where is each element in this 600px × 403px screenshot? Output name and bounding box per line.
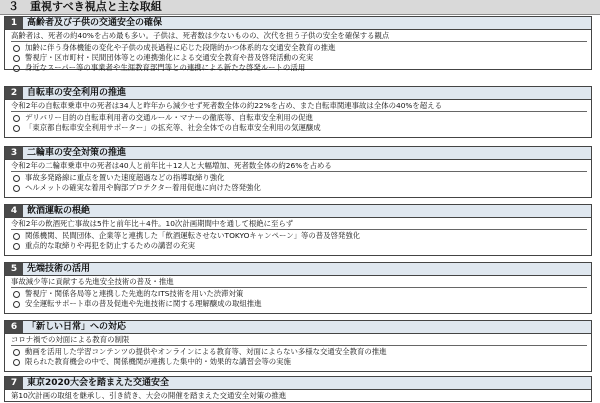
bullet-item: 加齢に伴う身体機能の変化や子供の成長過程に応じた段階的かつ体系的な交通安全教育の推進 [11, 43, 587, 53]
bullet-item: 関係機関、民間団体、企業等と連携した「飲酒運転させないTOKYOキャンペーン」等の普及啓発強化 [11, 231, 587, 241]
section-body [5, 30, 591, 74]
section-body [5, 100, 591, 134]
section-2 [4, 86, 592, 138]
section-4 [4, 204, 592, 256]
bullet-item: デリバリー目的の自転車利用者の交通ルール・マナーの徹底等、自転車安全利用の促進 [11, 113, 587, 123]
section-number: 6 [5, 321, 23, 333]
section-header [5, 17, 591, 30]
section-1 [4, 16, 592, 70]
section-header [5, 205, 591, 218]
bullet-item: 動画を活用した学習コンテンツの提供やオンラインによる教育等、対面によらない多様な交通安全教育の推進 [11, 347, 587, 357]
header-bar [0, 0, 600, 15]
section-7 [4, 376, 592, 402]
section-number: 3 [5, 147, 23, 159]
section-title: 先端技術の活用 [27, 264, 91, 274]
bullet-item: 安全運転サポート車の普及促進や先進技術に関する理解醸成の取組推進 [11, 299, 587, 309]
section-5 [4, 262, 592, 314]
bullet-item: 限られた教育機会の中で、関係機関が連携した集中的・効果的な講習会等の実施 [11, 357, 587, 367]
section-header [5, 147, 591, 160]
bullet-item: 警視庁・関係各局等と連携した先進的なITS技術を用いた渋滞対策 [11, 289, 587, 299]
section-body [5, 334, 591, 368]
section-6 [4, 320, 592, 372]
section-title: 「新しい日常」への対応 [27, 322, 127, 332]
section-lead: 令和2年の自転車乗車中の死者は34人と昨年から減少せず死者数全体の約22%を占め、また自転車関連事故は全体の40%を超える [11, 101, 587, 112]
bullet-item: ヘルメットの確実な着用や胸部プロテクター着用促進に向けた啓発強化 [11, 183, 587, 193]
bullet-item: 事故多発路線に重点を置いた速度超過などの指導取締り強化 [11, 173, 587, 183]
section-header [5, 321, 591, 334]
section-number: 5 [5, 263, 23, 275]
section-lead: 事故減少等に貢献する先進安全技術の普及・推進 [11, 277, 587, 288]
section-number: 4 [5, 205, 23, 217]
section-title: 高齢者及び子供の交通安全の確保 [27, 18, 163, 28]
section-lead: 高齢者は、死者の約40%を占め最も多い。子供は、死者数は少ないものの、次代を担う子供の安全を確保する観点 [11, 31, 587, 42]
section-title: 飲酒運転の根絶 [27, 206, 91, 216]
section-header [5, 263, 591, 276]
section-body [5, 390, 591, 403]
section-lead: 第10次計画の取組を継承し、引き続き、大会の開催を踏まえた交通安全対策の推進 [11, 391, 287, 400]
section-lead: 令和2年の二輪車乗車中の死者は40人と前年比＋12人と大幅増加、死者数全体の約26%を占める [11, 161, 587, 172]
section-title: 東京2020大会を踏まえた交通安全 [27, 378, 170, 388]
section-lead: 令和2年の飲酒死亡事故は5件と前年比＋4件。10次計画期間中を通して根絶に至らず [11, 219, 587, 230]
section-header [5, 377, 591, 390]
section-body [5, 218, 591, 252]
page-title: ３ 重視すべき視点と主な取組 [8, 0, 162, 13]
section-lead: コロナ禍での対面による教育の制限 [11, 335, 587, 346]
section-number: 2 [5, 87, 23, 99]
section-title: 自転車の安全利用の推進 [27, 88, 127, 98]
section-body [5, 276, 591, 310]
section-number: 7 [5, 377, 23, 389]
bullet-item: 「東京都自転車安全利用サポーター」の拡充等、社会全体での自転車安全利用の気運醸成 [11, 123, 587, 133]
section-title: 二輪車の安全対策の推進 [27, 148, 127, 158]
bullet-item: 身近なスーパー等の事業者や生涯教育部門等との連携による新たな啓発ルートの活用 [11, 63, 587, 73]
section-header [5, 87, 591, 100]
section-number: 1 [5, 17, 23, 29]
bullet-item: 重点的な取締りや再犯を防止するための講習の充実 [11, 241, 587, 251]
section-body [5, 160, 591, 194]
bullet-item: 警視庁・区市町村・民間団体等との連携強化による交通安全教育や普及啓発活動の充実 [11, 53, 587, 63]
section-3 [4, 146, 592, 198]
